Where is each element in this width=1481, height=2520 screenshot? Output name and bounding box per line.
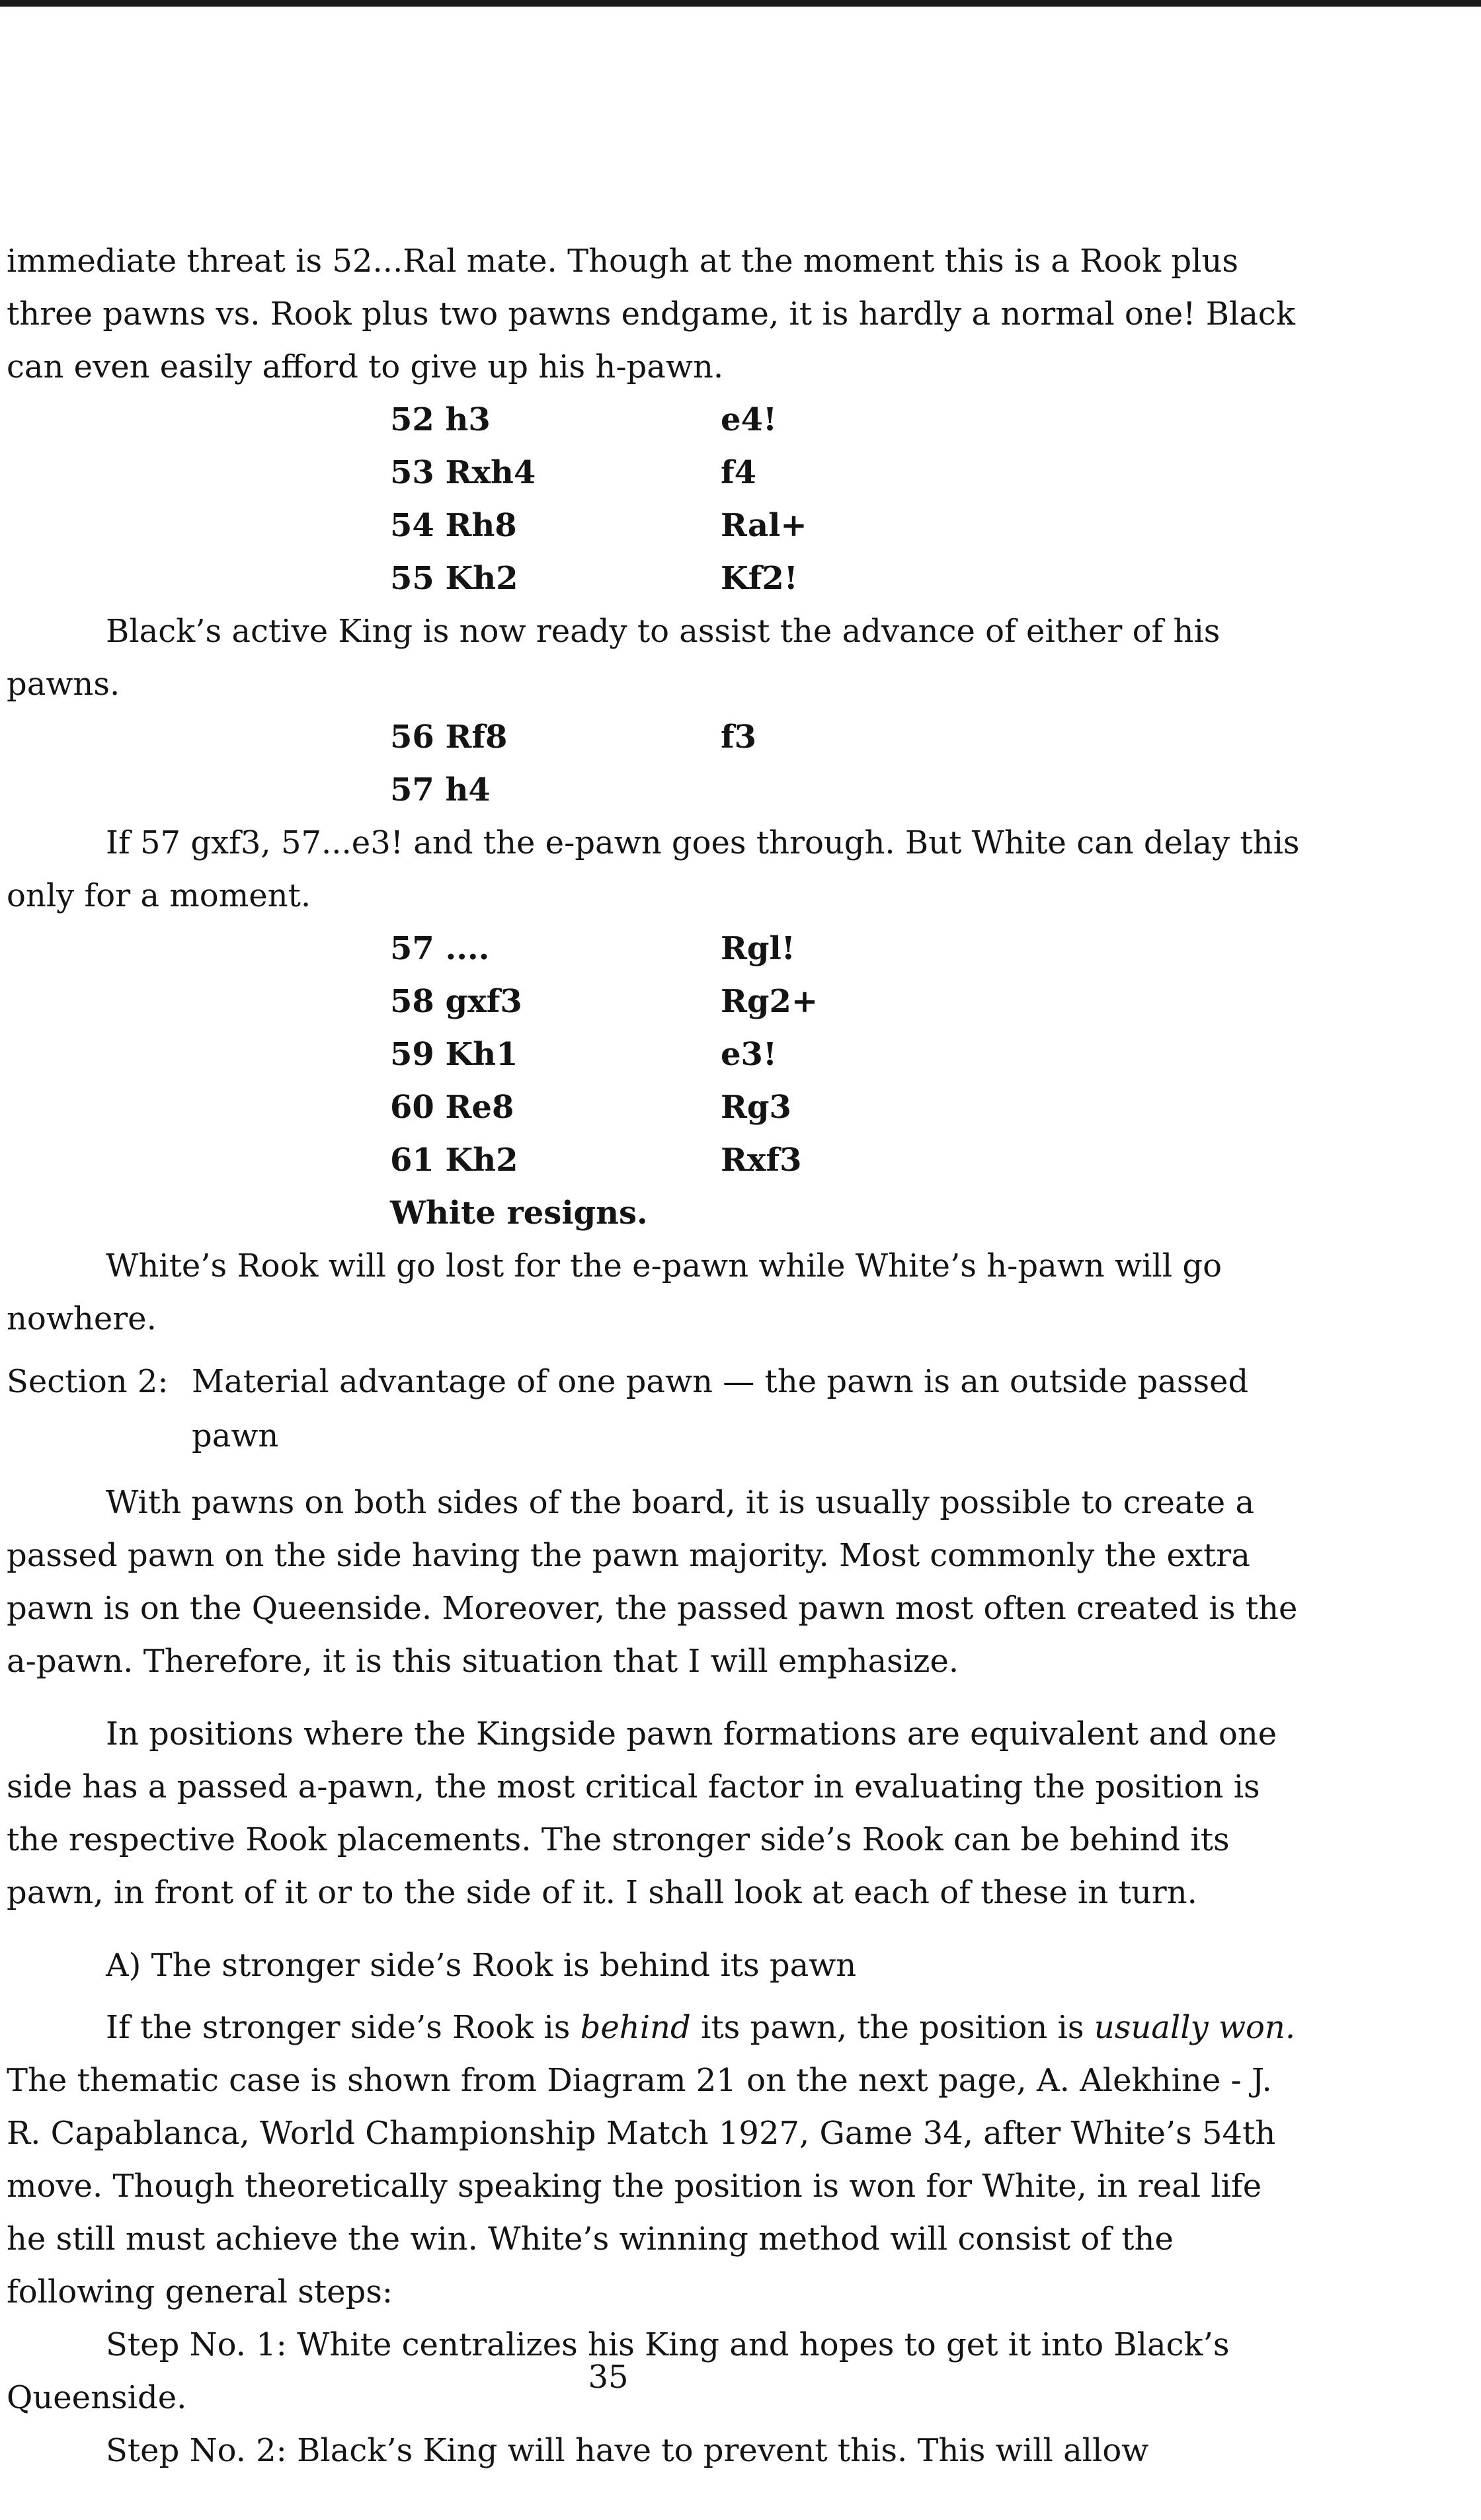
emphasis-text: usually won. (1094, 2009, 1296, 2046)
move-row (7, 499, 1309, 552)
black-move: e4! (721, 401, 778, 438)
black-move: Ral+ (721, 507, 807, 544)
text-run: The thematic case is shown from Diagram 21 on the next page, A. Alekhine - J. R. Capablanca, World Championship Match 1927, Game 34, after White’s 54th move. Though theoretically speaking the position is won for White, in real life he still must achieve the win. White’s winning method will consist of the following general steps: (7, 2062, 1276, 2310)
step-paragraph: Step No. 1: White centralizes his King and hopes to get it into Black’s Queenside. (7, 2326, 1230, 2416)
section-title: Material advantage of one pawn — the pawn is an outside passed pawn (192, 1363, 1249, 1454)
move-row (7, 711, 1309, 764)
white-move: 55 Kh2 (390, 560, 518, 597)
comment-paragraph: Black’s active King is now ready to assist the advance of either of his pawns. (7, 613, 1221, 703)
move-row (7, 393, 1309, 446)
step-paragraph: Step No. 2: Black’s King will have to prevent this. This will allow (106, 2432, 1149, 2469)
move-row (7, 764, 1309, 816)
black-move: e3! (721, 1036, 778, 1073)
black-move: Rgl! (721, 930, 795, 967)
page-number: 35 (588, 2359, 629, 2396)
emphasis-text: behind (580, 2009, 691, 2046)
text-run: its pawn, the position is (690, 2009, 1094, 2046)
comment-paragraph: If 57 gxf3, 57...e3! and the e-pawn goes through. But White can delay this only for a moment. (7, 824, 1300, 914)
black-move: f3 (721, 719, 757, 756)
white-move: 60 Re8 (390, 1089, 514, 1126)
black-move: Rg2+ (721, 983, 819, 1020)
text-run: If the stronger side’s Rook is (106, 2009, 580, 2046)
white-move: 58 gxf3 (390, 983, 522, 1020)
move-row (7, 1081, 1309, 1134)
subheading: A) The stronger side’s Rook is behind its pawn (106, 1947, 857, 1984)
section-label: Section 2: (7, 1363, 169, 1400)
white-move: 57 .... (390, 930, 490, 967)
move-row (7, 446, 1309, 499)
game-result: White resigns. (390, 1195, 648, 1232)
move-row (7, 975, 1309, 1028)
black-move: Rxf3 (721, 1142, 802, 1179)
black-move: Kf2! (721, 560, 798, 597)
move-list-2 (7, 711, 1309, 816)
black-move: Rg3 (721, 1089, 791, 1126)
white-move: 59 Kh1 (390, 1036, 518, 1073)
move-list-1 (7, 393, 1309, 605)
body-paragraph: With pawns on both sides of the board, it is usually possible to create a passed pawn on the side having the pawn majority. Most commonly the extra pawn is on the Queenside. Moreover, the passed pawn most often created is the a-pawn. Therefore, it is this situation that I will emphasize. (7, 1484, 1298, 1680)
page-body (7, 235, 1309, 2477)
body-paragraph: In positions where the Kingside pawn formations are equivalent and one side has a passed a-pawn, the most critical factor in evaluating the position is the respective Rook placements. The stronger side’s Rook can be behind its pawn, in front of it or to the side of it. I shall look at each of these in turn. (7, 1715, 1277, 1911)
top-rule (0, 0, 1481, 7)
white-move: 52 h3 (390, 401, 491, 438)
body-paragraph (7, 2001, 1309, 2318)
move-row (7, 1134, 1309, 1187)
white-move: 61 Kh2 (390, 1142, 518, 1179)
move-row (7, 922, 1309, 975)
intro-paragraph: immediate threat is 52...Ral mate. Though at the moment this is a Rook plus three pawns vs. Rook plus two pawns endgame, it is hardly a normal one! Black can even easily afford to give up his h-pawn. (7, 243, 1295, 385)
white-move: 57 h4 (390, 771, 491, 808)
white-move: 54 Rh8 (390, 507, 517, 544)
result-row (7, 1187, 1309, 1240)
move-row (7, 1028, 1309, 1081)
white-move: 56 Rf8 (390, 719, 508, 756)
section-heading (7, 1355, 1309, 1463)
comment-paragraph: White’s Rook will go lost for the e-pawn while White’s h-pawn will go nowhere. (7, 1247, 1222, 1337)
black-move: f4 (721, 454, 757, 491)
white-move: 53 Rxh4 (390, 454, 536, 491)
move-row (7, 552, 1309, 605)
move-list-3 (7, 922, 1309, 1240)
